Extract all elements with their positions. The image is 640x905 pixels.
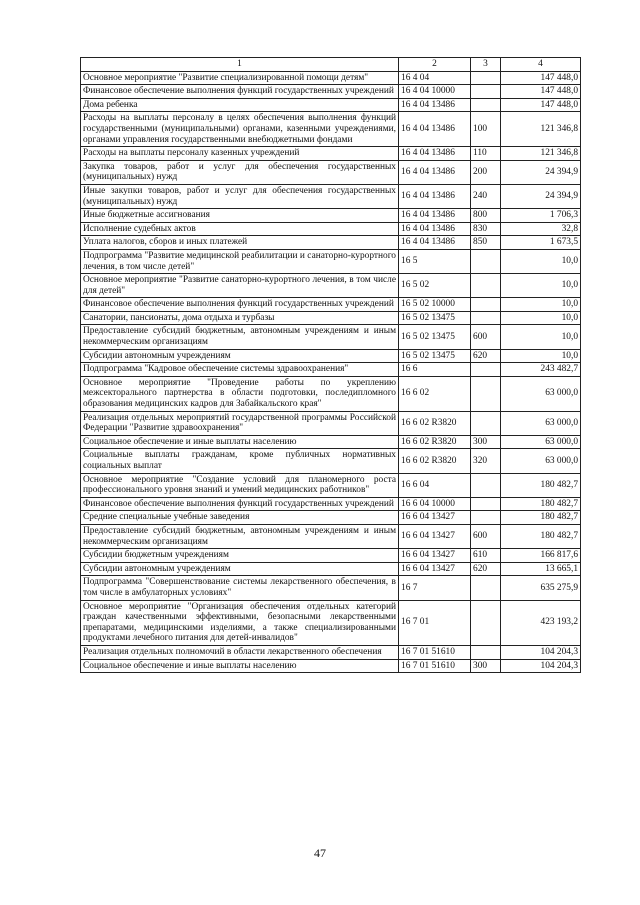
cell-code: 16 4 04 13486	[399, 236, 471, 250]
cell-type	[471, 311, 501, 325]
cell-type	[471, 274, 501, 298]
cell-type: 800	[471, 209, 501, 223]
cell-code: 16 6 04	[399, 473, 471, 497]
cell-code: 16 7 01 51610	[399, 645, 471, 659]
header-type: 3	[471, 58, 501, 72]
cell-type: 240	[471, 184, 501, 208]
cell-type: 600	[471, 325, 501, 349]
table-row	[81, 98, 581, 112]
table-row	[81, 659, 581, 673]
table-row	[81, 562, 581, 576]
table-row	[81, 236, 581, 250]
cell-sum: 32,8	[501, 222, 581, 236]
cell-type: 830	[471, 222, 501, 236]
cell-type	[471, 298, 501, 312]
cell-type: 100	[471, 112, 501, 147]
cell-sum: 166 817,6	[501, 549, 581, 563]
cell-name: Подпрограмма "Развитие медицинской реабилитации и санаторно-курортного лечения, в том числе детей"	[81, 249, 399, 273]
table-row	[81, 349, 581, 363]
cell-name: Реализация отдельных полномочий в области лекарственного обеспечения	[81, 645, 399, 659]
cell-sum: 63 000,0	[501, 449, 581, 473]
cell-name: Подпрограмма "Совершенствование системы лекарственного обеспечения, в том числе в амбулаторных условиях"	[81, 576, 399, 600]
cell-code: 16 6 02	[399, 376, 471, 411]
table-row	[81, 473, 581, 497]
cell-code: 16 6 02 R3820	[399, 449, 471, 473]
cell-name: Иные закупки товаров, работ и услуг для обеспечения государственных (муниципальных) нужд	[81, 184, 399, 208]
table-row	[81, 363, 581, 377]
cell-type: 110	[471, 147, 501, 161]
cell-type: 300	[471, 659, 501, 673]
cell-name: Основное мероприятие "Развитие специализированной помощи детям"	[81, 71, 399, 85]
cell-name: Субсидии автономным учреждениям	[81, 562, 399, 576]
cell-type: 600	[471, 524, 501, 548]
budget-table	[80, 57, 581, 673]
cell-sum: 10,0	[501, 325, 581, 349]
cell-type	[471, 71, 501, 85]
cell-name: Подпрограмма "Кадровое обеспечение системы здравоохранения"	[81, 363, 399, 377]
cell-name: Социальные выплаты гражданам, кроме публичных нормативных социальных выплат	[81, 449, 399, 473]
cell-code: 16 7	[399, 576, 471, 600]
table-row	[81, 435, 581, 449]
cell-sum: 10,0	[501, 349, 581, 363]
table-row	[81, 524, 581, 548]
cell-name: Основное мероприятие "Развитие санаторно-курортного лечения, в том числе для детей"	[81, 274, 399, 298]
cell-sum: 24 394,9	[501, 160, 581, 184]
cell-name: Расходы на выплаты персоналу казенных учреждений	[81, 147, 399, 161]
cell-type: 620	[471, 562, 501, 576]
document-page	[80, 57, 580, 673]
cell-sum: 63 000,0	[501, 435, 581, 449]
cell-name: Основное мероприятие "Создание условий для планомерного роста профессионального уровня знаний и умений медицинских работников"	[81, 473, 399, 497]
table-row	[81, 249, 581, 273]
cell-sum: 10,0	[501, 249, 581, 273]
cell-sum: 10,0	[501, 274, 581, 298]
cell-sum: 180 482,7	[501, 473, 581, 497]
cell-sum: 63 000,0	[501, 376, 581, 411]
cell-name: Финансовое обеспечение выполнения функций государственных учреждений	[81, 497, 399, 511]
cell-sum: 243 482,7	[501, 363, 581, 377]
table-row	[81, 209, 581, 223]
cell-type	[471, 85, 501, 99]
cell-sum: 121 346,8	[501, 147, 581, 161]
cell-name: Реализация отдельных мероприятий государственной программы Российской Федерации "Развитие здравоохранения"	[81, 411, 399, 435]
cell-sum: 147 448,0	[501, 85, 581, 99]
cell-type: 300	[471, 435, 501, 449]
cell-sum: 13 665,1	[501, 562, 581, 576]
table-body	[81, 71, 581, 673]
cell-sum: 121 346,8	[501, 112, 581, 147]
cell-code: 16 4 04 13486	[399, 112, 471, 147]
table-row	[81, 576, 581, 600]
cell-type	[471, 473, 501, 497]
cell-code: 16 6 04 13427	[399, 562, 471, 576]
table-row	[81, 222, 581, 236]
cell-name: Уплата налогов, сборов и иных платежей	[81, 236, 399, 250]
table-row	[81, 274, 581, 298]
cell-type: 320	[471, 449, 501, 473]
cell-type	[471, 98, 501, 112]
cell-name: Санатории, пансионаты, дома отдыха и турбазы	[81, 311, 399, 325]
table-row	[81, 600, 581, 645]
cell-name: Основное мероприятие "Организация обеспечения отдельных категорий граждан качественными эффективными, безопасными лекарственными препаратами, медицинскими изделиями, а также специализированными продуктами лечебного питания для детей-инвалидов"	[81, 600, 399, 645]
cell-name: Предоставление субсидий бюджетным, автономным учреждениям и иным некоммерческим организациям	[81, 325, 399, 349]
cell-code: 16 6	[399, 363, 471, 377]
cell-code: 16 5	[399, 249, 471, 273]
cell-code: 16 6 04 13427	[399, 524, 471, 548]
cell-sum: 104 204,3	[501, 659, 581, 673]
cell-name: Социальное обеспечение и иные выплаты населению	[81, 659, 399, 673]
table-row	[81, 160, 581, 184]
table-row	[81, 376, 581, 411]
cell-sum: 24 394,9	[501, 184, 581, 208]
cell-code: 16 4 04	[399, 71, 471, 85]
table-row	[81, 311, 581, 325]
cell-type	[471, 600, 501, 645]
cell-sum: 104 204,3	[501, 645, 581, 659]
cell-code: 16 5 02 13475	[399, 311, 471, 325]
cell-type	[471, 376, 501, 411]
cell-type	[471, 497, 501, 511]
table-row	[81, 325, 581, 349]
cell-sum: 180 482,7	[501, 497, 581, 511]
cell-name: Финансовое обеспечение выполнения функций государственных учреждений	[81, 298, 399, 312]
cell-name: Предоставление субсидий бюджетным, автономным учреждениям и иным некоммерческим организациям	[81, 524, 399, 548]
cell-type	[471, 511, 501, 525]
cell-sum: 1 706,3	[501, 209, 581, 223]
cell-name: Основное мероприятие "Проведение работы по укреплению межсекторального партнерства в области подготовки, последипломного образования медицинских кадров для Забайкальского края"	[81, 376, 399, 411]
cell-name: Субсидии автономным учреждениям	[81, 349, 399, 363]
cell-type	[471, 363, 501, 377]
cell-code: 16 4 04 13486	[399, 222, 471, 236]
cell-sum: 635 275,9	[501, 576, 581, 600]
cell-sum: 10,0	[501, 298, 581, 312]
cell-name: Закупка товаров, работ и услуг для обеспечения государственных (муниципальных) нужд	[81, 160, 399, 184]
cell-sum: 10,0	[501, 311, 581, 325]
cell-code: 16 4 04 13486	[399, 160, 471, 184]
cell-code: 16 4 04 13486	[399, 147, 471, 161]
cell-code: 16 4 04 10000	[399, 85, 471, 99]
table-row	[81, 85, 581, 99]
cell-code: 16 5 02	[399, 274, 471, 298]
cell-name: Субсидии бюджетным учреждениям	[81, 549, 399, 563]
cell-name: Расходы на выплаты персоналу в целях обеспечения выполнения функций государственными (муниципальными) органами, казенными учреждениями, органами управления государственными внебюджетными фондами	[81, 112, 399, 147]
cell-type: 610	[471, 549, 501, 563]
cell-sum: 1 673,5	[501, 236, 581, 250]
cell-type	[471, 249, 501, 273]
cell-code: 16 4 04 13486	[399, 98, 471, 112]
table-row	[81, 511, 581, 525]
cell-code: 16 4 04 13486	[399, 209, 471, 223]
table-row	[81, 298, 581, 312]
cell-code: 16 7 01 51610	[399, 659, 471, 673]
header-code: 2	[399, 58, 471, 72]
cell-code: 16 6 02 R3820	[399, 435, 471, 449]
cell-code: 16 7 01	[399, 600, 471, 645]
cell-sum: 180 482,7	[501, 524, 581, 548]
header-name: 1	[81, 58, 399, 72]
cell-code: 16 5 02 13475	[399, 325, 471, 349]
cell-type: 850	[471, 236, 501, 250]
cell-sum: 423 193,2	[501, 600, 581, 645]
table-row	[81, 449, 581, 473]
cell-code: 16 6 04 10000	[399, 497, 471, 511]
cell-sum: 147 448,0	[501, 98, 581, 112]
cell-code: 16 6 04 13427	[399, 549, 471, 563]
cell-code: 16 5 02 10000	[399, 298, 471, 312]
table-row	[81, 645, 581, 659]
cell-code: 16 6 02 R3820	[399, 411, 471, 435]
cell-type	[471, 411, 501, 435]
cell-type	[471, 576, 501, 600]
cell-sum: 180 482,7	[501, 511, 581, 525]
cell-name: Средние специальные учебные заведения	[81, 511, 399, 525]
cell-name: Дома ребенка	[81, 98, 399, 112]
cell-code: 16 5 02 13475	[399, 349, 471, 363]
cell-name: Финансовое обеспечение выполнения функций государственных учреждений	[81, 85, 399, 99]
page-number: 47	[314, 846, 326, 860]
table-row	[81, 71, 581, 85]
cell-type: 620	[471, 349, 501, 363]
cell-type	[471, 645, 501, 659]
cell-name: Исполнение судебных актов	[81, 222, 399, 236]
header-sum: 4	[501, 58, 581, 72]
cell-code: 16 4 04 13486	[399, 184, 471, 208]
cell-name: Социальное обеспечение и иные выплаты населению	[81, 435, 399, 449]
cell-sum: 147 448,0	[501, 71, 581, 85]
cell-sum: 63 000,0	[501, 411, 581, 435]
table-row	[81, 184, 581, 208]
table-row	[81, 411, 581, 435]
table-row	[81, 112, 581, 147]
cell-type: 200	[471, 160, 501, 184]
table-header-row	[81, 58, 581, 72]
cell-name: Иные бюджетные ассигнования	[81, 209, 399, 223]
table-row	[81, 497, 581, 511]
cell-code: 16 6 04 13427	[399, 511, 471, 525]
table-row	[81, 147, 581, 161]
table-row	[81, 549, 581, 563]
